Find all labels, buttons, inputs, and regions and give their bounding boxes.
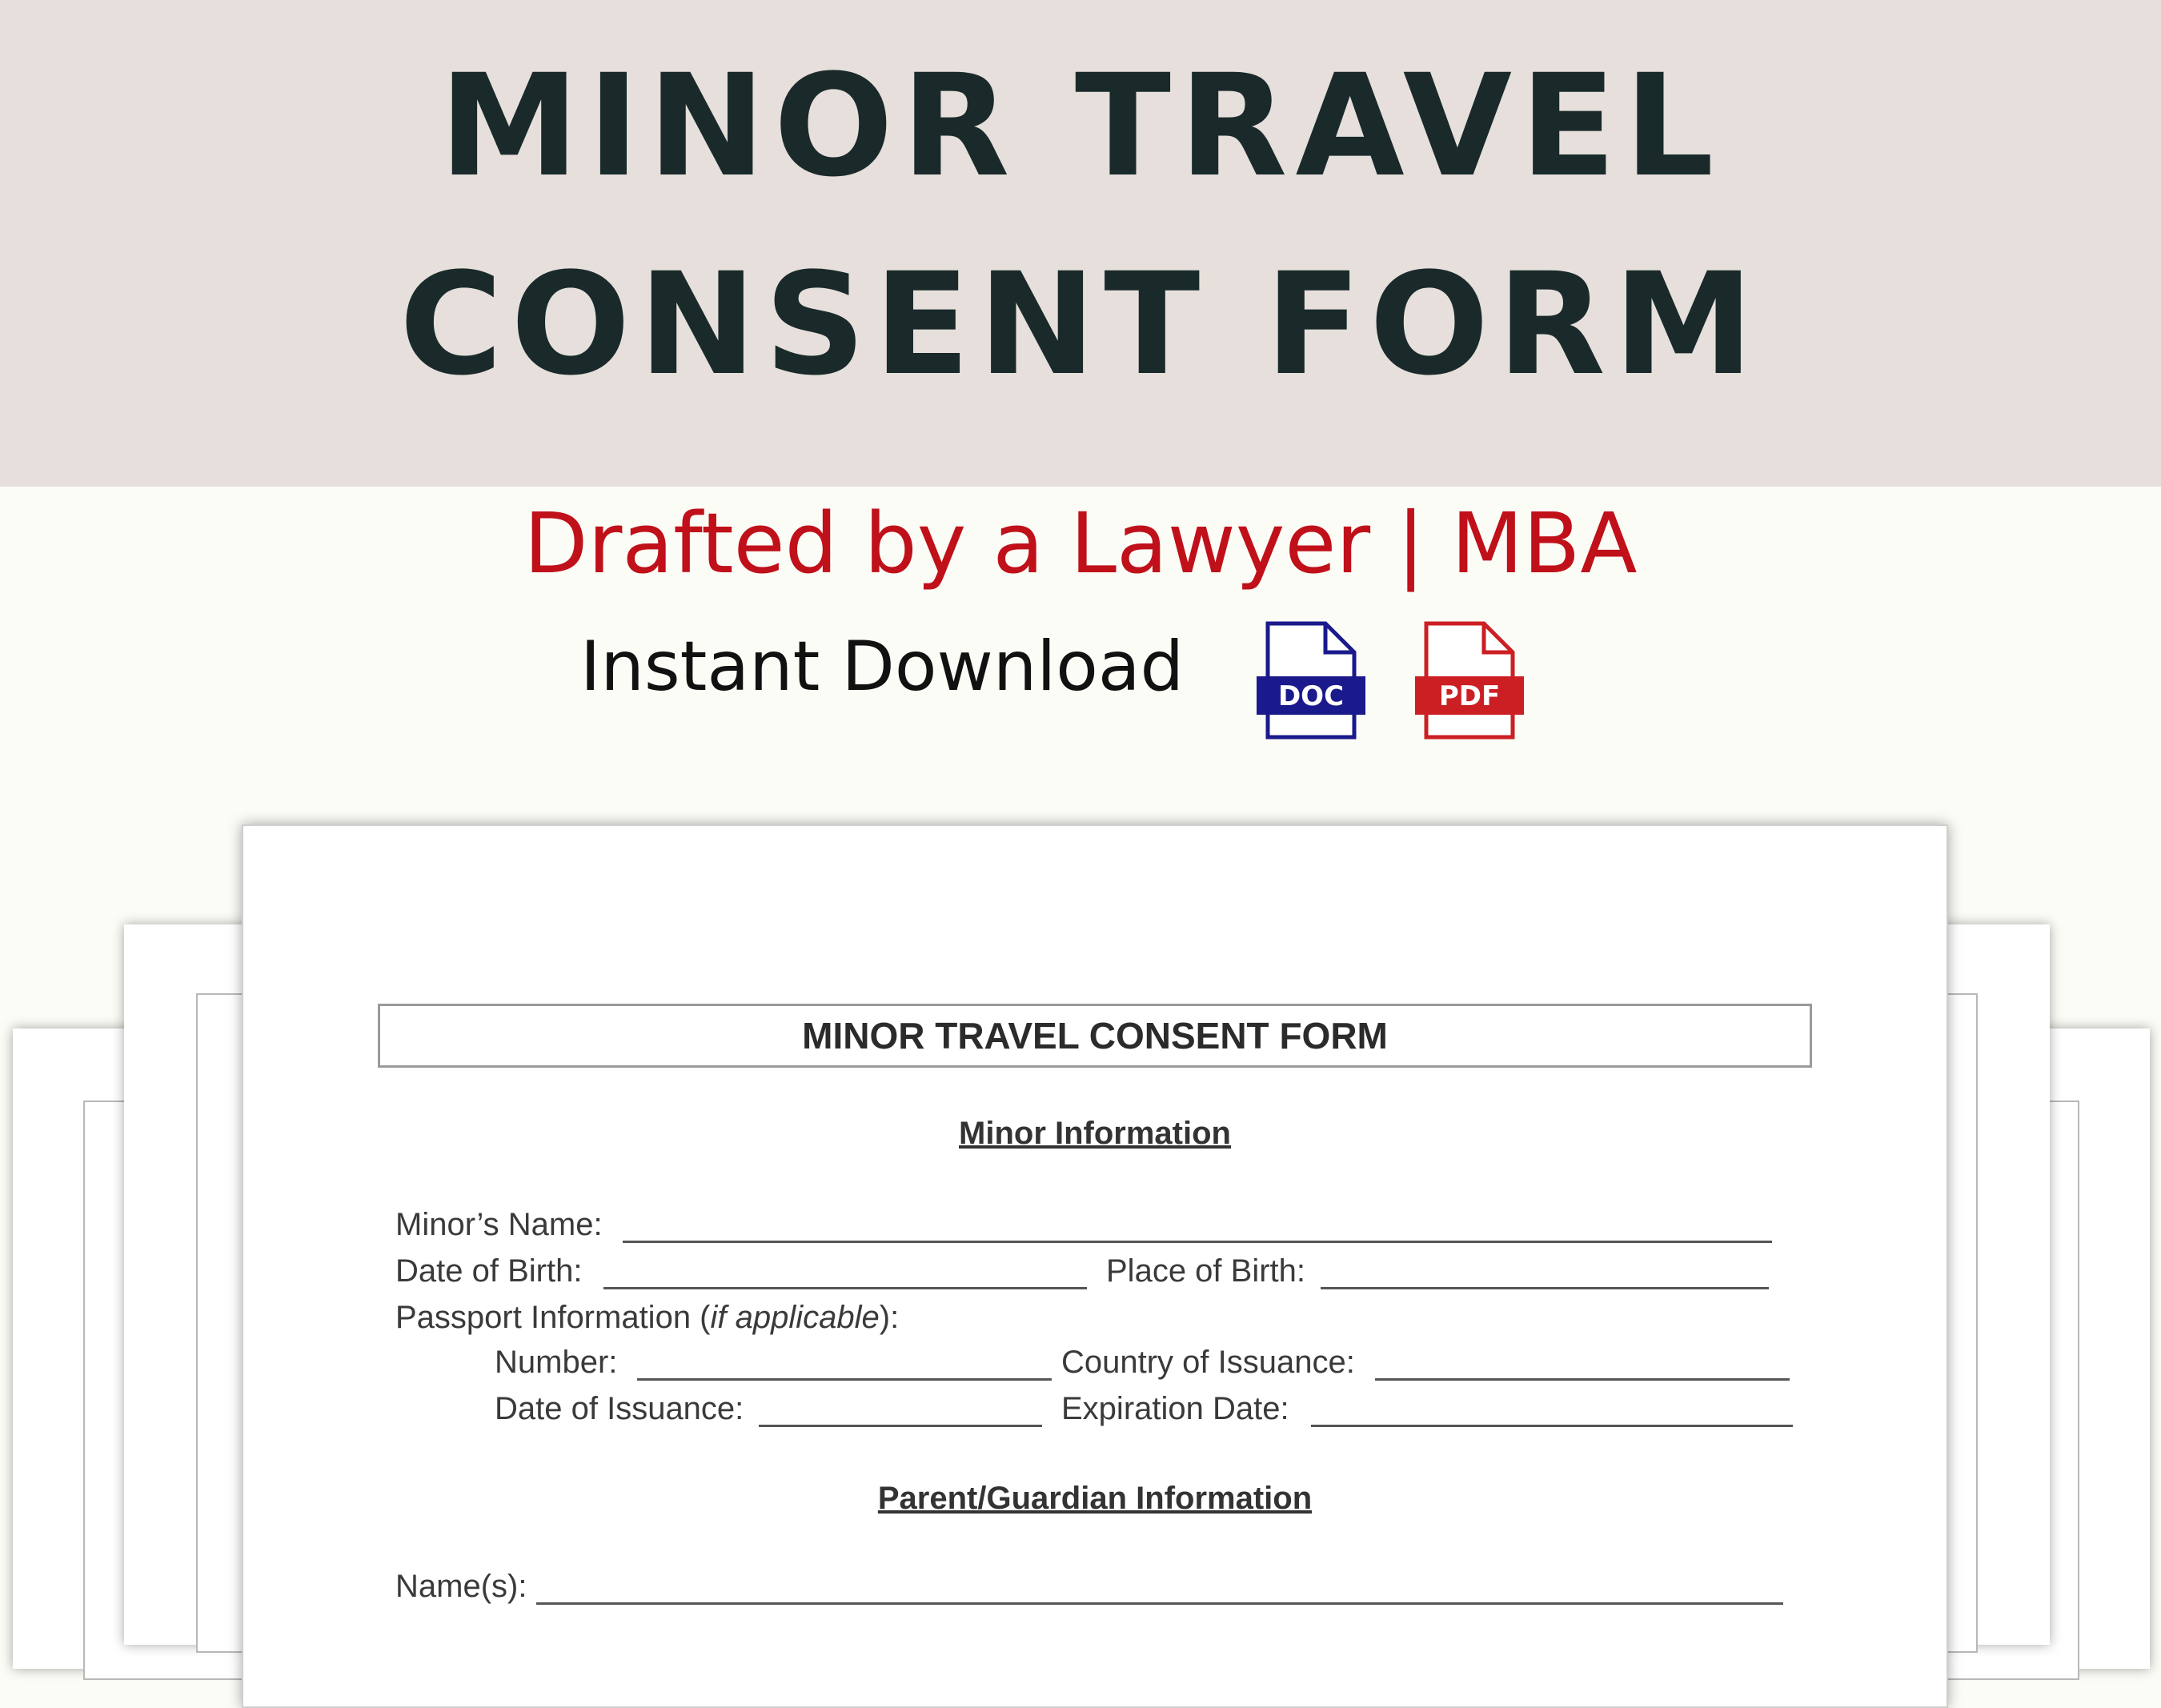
pdf-icon-graphic (1413, 620, 1526, 740)
form-preview-page (242, 824, 1948, 1708)
passport-information-label (395, 1301, 899, 1333)
page-title-line-2: CONSENT FORM (399, 243, 1762, 407)
date-of-issuance-line (759, 1425, 1042, 1427)
place-of-birth-line (1321, 1287, 1769, 1289)
date-of-issuance-label: Date of Issuance: (495, 1391, 744, 1426)
names-label: Name(s): (395, 1569, 527, 1604)
pdf-file-icon[interactable] (1413, 620, 1526, 740)
expiration-date-label: Expiration Date: (1061, 1391, 1289, 1426)
passport-information-text: Passport Information ( (395, 1300, 711, 1335)
date-of-birth-label: Date of Birth: (395, 1253, 583, 1289)
passport-number-line (637, 1378, 1052, 1381)
names-line (536, 1602, 1783, 1605)
subtitle: Drafted by a Lawyer | MBA (523, 495, 1638, 592)
doc-icon-graphic (1255, 620, 1367, 740)
doc-icon-label: DOC (1277, 680, 1345, 712)
expiration-date-line (1311, 1425, 1793, 1427)
pdf-icon-label: PDF (1438, 680, 1501, 712)
country-of-issuance-label: Country of Issuance: (1061, 1345, 1355, 1380)
minors-name-label: Minor’s Name: (395, 1207, 603, 1242)
section-minor-information: Minor Information (959, 1116, 1231, 1151)
place-of-birth-label: Place of Birth: (1106, 1253, 1306, 1289)
date-of-birth-line (603, 1287, 1087, 1289)
country-of-issuance-line (1375, 1378, 1790, 1381)
page-title-line-1: MINOR TRAVEL (439, 44, 1722, 208)
section-parent-guardian-information: Parent/Guardian Information (877, 1481, 1313, 1516)
minors-name-line (623, 1241, 1772, 1243)
instant-download-label: Instant Download (580, 627, 1185, 707)
passport-if-applicable: if applicable (710, 1300, 880, 1335)
passport-number-label: Number: (495, 1345, 618, 1380)
form-title: MINOR TRAVEL CONSENT FORM (378, 1004, 1812, 1068)
doc-file-icon[interactable] (1255, 620, 1367, 740)
passport-information-close: ): (879, 1300, 900, 1335)
